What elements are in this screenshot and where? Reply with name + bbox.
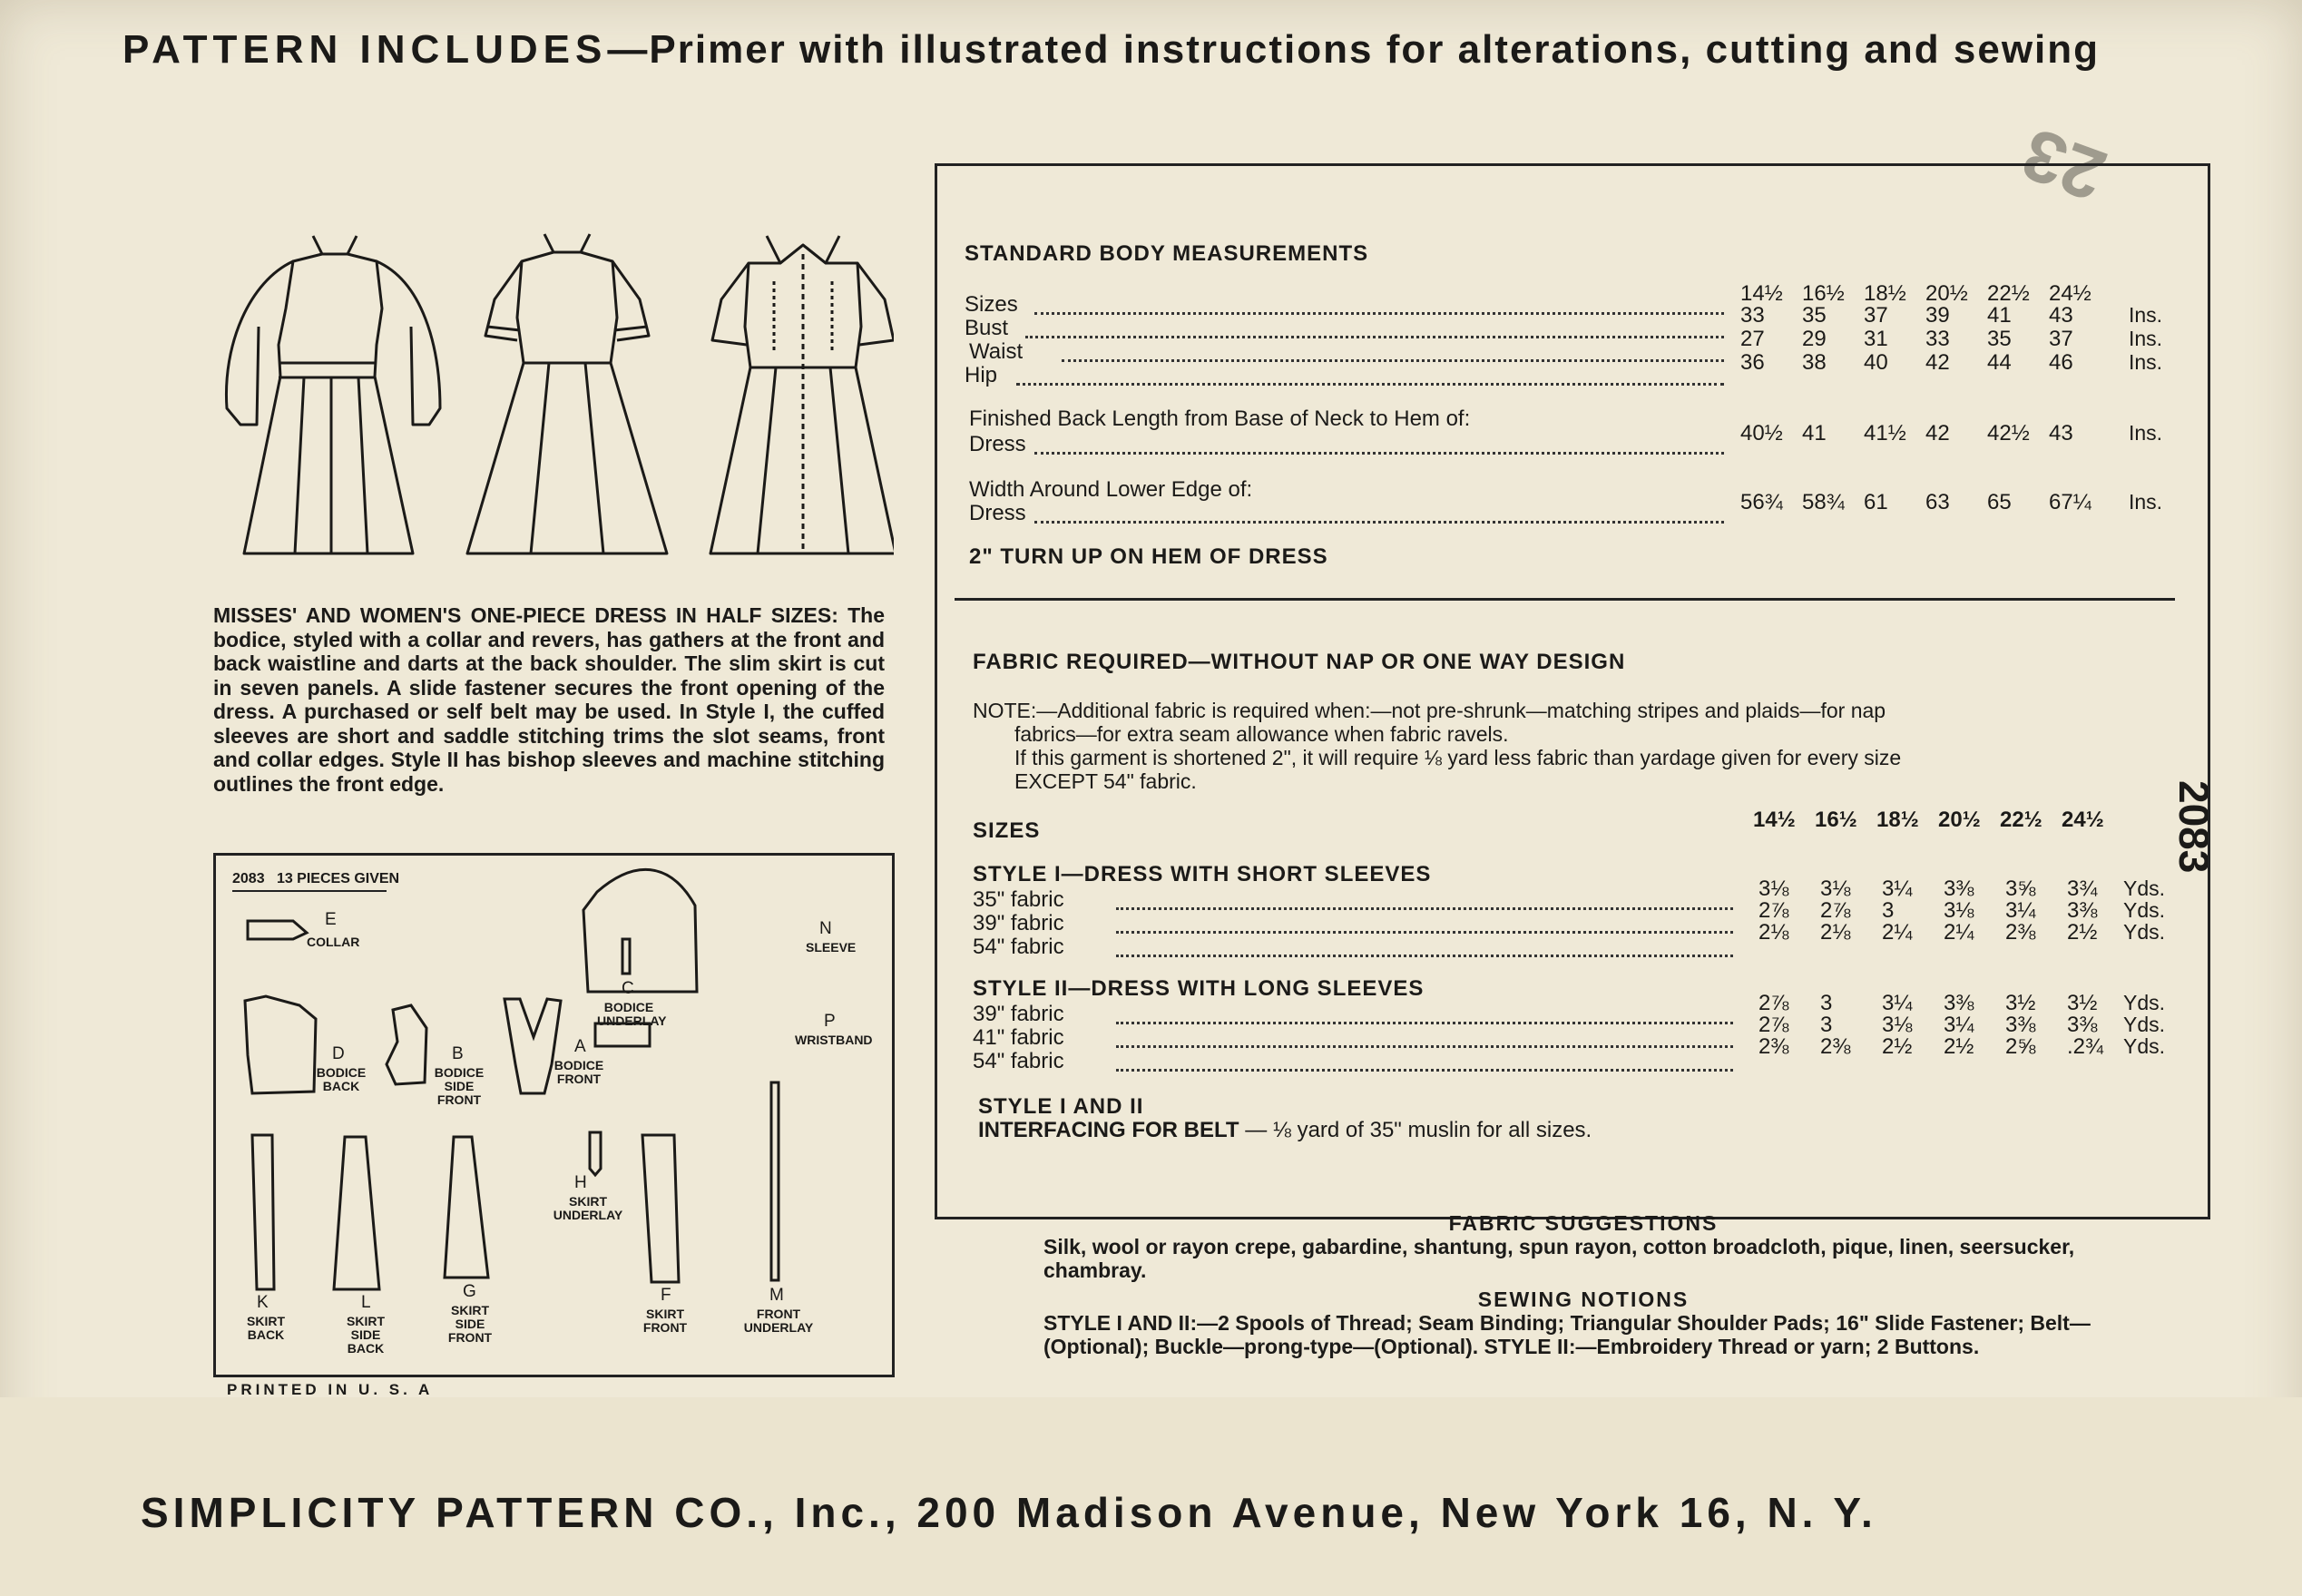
size: 18½ bbox=[1876, 808, 1919, 832]
row-label-sizes: Sizes bbox=[965, 292, 1018, 317]
yardage: 2⅜ bbox=[1758, 1034, 1789, 1059]
printed-in-usa: PRINTED IN U. S. A bbox=[227, 1381, 434, 1398]
row-label-hip: Hip bbox=[965, 363, 998, 387]
hip-values bbox=[1740, 350, 2111, 376]
value: 63 bbox=[1925, 490, 1950, 514]
unit: Ins. bbox=[2129, 421, 2163, 445]
piece-bodice-side-front bbox=[387, 1005, 426, 1084]
yardage: 3¼ bbox=[1882, 991, 1913, 1015]
value: 61 bbox=[1864, 490, 1888, 514]
piece-label: SKIRT SIDE BACK bbox=[347, 1314, 385, 1356]
yardage: 2⅜ bbox=[2005, 920, 2036, 945]
fabric-row-label: 39" fabric bbox=[973, 911, 1064, 935]
yardage: 3 bbox=[1820, 1013, 1833, 1037]
fabric-note-2: fabrics—for extra seam allowance when fabric ravels. bbox=[1014, 722, 1509, 746]
piece-letter: P bbox=[824, 1012, 836, 1031]
value: 41½ bbox=[1864, 421, 1906, 446]
fabric-row-label: 54" fabric bbox=[973, 1049, 1064, 1073]
value: 18½ bbox=[1864, 281, 1906, 306]
dot-leader bbox=[1116, 1045, 1733, 1048]
dot-leader bbox=[1016, 383, 1724, 386]
yardage: 2½ bbox=[1944, 1034, 1974, 1059]
piece-letter: E bbox=[325, 910, 337, 929]
piece-letter: G bbox=[463, 1282, 476, 1301]
yardage: 3⅛ bbox=[1882, 1013, 1913, 1037]
value: 56¾ bbox=[1740, 490, 1783, 514]
piece-sleeve bbox=[583, 869, 697, 992]
piece-label: BODICE BACK bbox=[316, 1065, 367, 1093]
value: 43 bbox=[2049, 303, 2073, 328]
yardage: 2½ bbox=[1882, 1034, 1913, 1059]
pattern-pieces-diagram bbox=[213, 853, 895, 1377]
dress-front-short-sleeve bbox=[710, 236, 894, 553]
piece-letter: L bbox=[361, 1293, 371, 1312]
value: 41 bbox=[1802, 421, 1827, 446]
dot-leader bbox=[1062, 359, 1724, 362]
piece-letter: K bbox=[257, 1293, 269, 1312]
value: 37 bbox=[1864, 303, 1888, 328]
unit: Yds. bbox=[2123, 920, 2166, 944]
standard-measurements-title: STANDARD BODY MEASUREMENTS bbox=[965, 241, 1369, 266]
dot-leader bbox=[1116, 931, 1733, 934]
yardage: 2⅞ bbox=[1758, 1013, 1789, 1037]
yardage: 2½ bbox=[2067, 920, 2098, 945]
value: 33 bbox=[1925, 327, 1950, 351]
piece-skirt-front bbox=[642, 1135, 679, 1282]
value: 42 bbox=[1925, 350, 1950, 375]
unit: Yds. bbox=[2123, 876, 2166, 900]
yardage: 2⅛ bbox=[1758, 920, 1789, 945]
dot-leader bbox=[1034, 312, 1724, 315]
value: 31 bbox=[1864, 327, 1888, 351]
value: 65 bbox=[1987, 490, 2012, 514]
yardage: 3⅛ bbox=[1758, 876, 1789, 901]
yardage: 3⅜ bbox=[1944, 991, 1974, 1015]
style12-title: STYLE I AND II bbox=[978, 1094, 1144, 1119]
sewing-notions-text: STYLE I AND II:—2 Spools of Thread; Seam Binding; Triangular Shoulder Pads; 16" Slide Fastener; Belt—(Optional); Buckle—prong-type—(Optional). STYLE II:—Embroidery Thread or yarn; 2 Buttons. bbox=[1043, 1311, 2091, 1358]
value: 42½ bbox=[1987, 421, 2030, 446]
width-values bbox=[1740, 490, 2111, 515]
back-length-label: Finished Back Length from Base of Neck to Hem of: bbox=[969, 406, 1471, 431]
size: 24½ bbox=[2062, 808, 2104, 832]
value: 14½ bbox=[1740, 281, 1783, 306]
piece-label: BODICE UNDERLAY bbox=[597, 1000, 667, 1028]
style1-row-54 bbox=[1758, 920, 2129, 945]
row-label-waist: Waist bbox=[969, 339, 1024, 364]
fabric-required-title: FABRIC REQUIRED—WITHOUT NAP OR ONE WAY DESIGN bbox=[973, 650, 1626, 674]
unit: Ins. bbox=[2129, 303, 2163, 327]
value: 24½ bbox=[2049, 281, 2091, 306]
yardage: 3⅛ bbox=[1944, 898, 1974, 923]
style1-title: STYLE I—DRESS WITH SHORT SLEEVES bbox=[973, 862, 1432, 886]
value: 27 bbox=[1740, 327, 1765, 351]
value: 35 bbox=[1802, 303, 1827, 328]
piece-skirt-side-back bbox=[334, 1137, 379, 1289]
dress-back-long-sleeve bbox=[226, 236, 440, 553]
piece-bodice-back bbox=[245, 996, 316, 1093]
value: 41 bbox=[1987, 303, 2012, 328]
value: 42 bbox=[1925, 421, 1950, 446]
fabric-suggestions-title: FABRIC SUGGESTIONS bbox=[1448, 1211, 1719, 1235]
width-dress-label: Dress bbox=[969, 501, 1026, 525]
fabric-suggestions-text: Silk, wool or rayon crepe, gabardine, shantung, spun rayon, cotton broadcloth, pique, linen, seersucker, chambray. bbox=[1043, 1235, 2075, 1282]
yardage: 3½ bbox=[2005, 991, 2036, 1015]
header-lead: PATTERN INCLUDES bbox=[122, 27, 608, 72]
interfacing-text: — ⅛ yard of 35" muslin for all sizes. bbox=[1245, 1118, 1592, 1142]
yardage: 2⅞ bbox=[1758, 898, 1789, 923]
header-line bbox=[122, 27, 2100, 73]
value: 46 bbox=[2049, 350, 2073, 375]
dot-leader bbox=[1116, 907, 1733, 910]
piece-label: COLLAR bbox=[307, 935, 360, 949]
value: 36 bbox=[1740, 350, 1765, 375]
size: 16½ bbox=[1815, 808, 1857, 832]
pieces-count: 13 PIECES GIVEN bbox=[276, 871, 400, 886]
sizes-label: SIZES bbox=[973, 818, 1041, 843]
yardage: 3¼ bbox=[1944, 1013, 1974, 1037]
sewing-notions-title: SEWING NOTIONS bbox=[1477, 1288, 1690, 1311]
piece-skirt-back bbox=[252, 1135, 274, 1289]
value: 58¾ bbox=[1802, 490, 1845, 514]
dot-leader bbox=[1034, 521, 1724, 524]
dress-back-short-sleeve bbox=[467, 234, 667, 553]
yardage: 3⅝ bbox=[2005, 876, 2036, 901]
value: 38 bbox=[1802, 350, 1827, 375]
fabric-row-label: 35" fabric bbox=[973, 887, 1064, 912]
row-label-bust: Bust bbox=[965, 316, 1009, 340]
unit: Ins. bbox=[2129, 490, 2163, 514]
dot-leader bbox=[1025, 336, 1724, 338]
fabric-row-label: 54" fabric bbox=[973, 935, 1064, 959]
piece-label: BODICE FRONT bbox=[553, 1058, 604, 1086]
value: 44 bbox=[1987, 350, 2012, 375]
unit: Yds. bbox=[2123, 898, 2166, 922]
header-rest: —Primer with illustrated instructions for alterations, cutting and sewing bbox=[607, 27, 2101, 72]
yardage: 3⅜ bbox=[1944, 876, 1974, 901]
back-length-dress-label: Dress bbox=[969, 432, 1026, 456]
piece-letter: C bbox=[622, 979, 634, 998]
yardage: 2¼ bbox=[1882, 920, 1913, 945]
stamp-number: 23 bbox=[2012, 113, 2116, 217]
style2-row-54 bbox=[1758, 1034, 2129, 1060]
piece-letter: A bbox=[574, 1037, 586, 1056]
yardage: 2⅜ bbox=[1820, 1034, 1851, 1059]
fabric-note-4: EXCEPT 54" fabric. bbox=[1014, 769, 1197, 793]
yardage: 3⅜ bbox=[2067, 1013, 2098, 1037]
piece-skirt-side-front bbox=[445, 1137, 488, 1278]
dot-leader bbox=[1116, 1069, 1733, 1072]
publisher-footer: SIMPLICITY PATTERN CO., Inc., 200 Madison Avenue, New York 16, N. Y. bbox=[141, 1489, 1877, 1536]
size: 20½ bbox=[1938, 808, 1981, 832]
piece-label: SKIRT BACK bbox=[247, 1314, 285, 1342]
yardage: 3¼ bbox=[1882, 876, 1913, 901]
fabric-sizes bbox=[1753, 808, 2123, 833]
piece-label: SLEEVE bbox=[806, 940, 857, 955]
value: 22½ bbox=[1987, 281, 2030, 306]
value: 43 bbox=[2049, 421, 2073, 446]
size: 14½ bbox=[1753, 808, 1796, 832]
pieces-number: 2083 bbox=[232, 871, 265, 886]
unit: Ins. bbox=[2129, 327, 2163, 350]
bust-values bbox=[1740, 303, 2111, 328]
piece-letter: F bbox=[661, 1286, 671, 1305]
width-label: Width Around Lower Edge of: bbox=[969, 477, 1253, 502]
yardage: 3 bbox=[1882, 898, 1895, 923]
value: 35 bbox=[1987, 327, 2012, 351]
piece-letter: B bbox=[452, 1044, 464, 1063]
piece-label: WRISTBAND bbox=[795, 1033, 873, 1047]
unit: Yds. bbox=[2123, 991, 2166, 1014]
value: 40½ bbox=[1740, 421, 1783, 446]
back-length-values bbox=[1740, 421, 2111, 446]
piece-skirt-underlay bbox=[590, 1132, 601, 1175]
size: 22½ bbox=[2000, 808, 2042, 832]
pieces-shapes bbox=[216, 856, 892, 1375]
fabric-note-3: If this garment is shortened 2", it will require ⅛ yard less fabric than yardage given for every size bbox=[1014, 746, 1902, 769]
piece-front-underlay bbox=[771, 1082, 779, 1280]
side-pattern-number: 2083 bbox=[2170, 780, 2218, 874]
yardage: 3⅛ bbox=[1820, 876, 1851, 901]
value: 33 bbox=[1740, 303, 1765, 328]
unit: Yds. bbox=[2123, 1013, 2166, 1036]
piece-label: FRONT UNDERLAY bbox=[743, 1307, 814, 1335]
piece-label: SKIRT SIDE FRONT bbox=[447, 1303, 493, 1345]
piece-label: SKIRT UNDERLAY bbox=[553, 1194, 623, 1222]
table-divider bbox=[955, 598, 2175, 601]
value: 29 bbox=[1802, 327, 1827, 351]
dot-leader bbox=[1116, 1022, 1733, 1024]
yardage: 3⅜ bbox=[2005, 1013, 2036, 1037]
dot-leader bbox=[1034, 452, 1724, 455]
value: 67¼ bbox=[2049, 490, 2091, 514]
waist-values bbox=[1740, 327, 2111, 352]
interfacing-label: INTERFACING FOR BELT bbox=[978, 1118, 1239, 1142]
dress-illustrations bbox=[195, 218, 894, 572]
piece-letter: H bbox=[574, 1173, 587, 1192]
piece-label: BODICE SIDE FRONT bbox=[434, 1065, 485, 1107]
turn-up-note: 2" TURN UP ON HEM OF DRESS bbox=[969, 544, 1328, 569]
unit: Ins. bbox=[2129, 350, 2163, 374]
yardage: 2⅛ bbox=[1820, 920, 1851, 945]
dot-leader bbox=[1116, 955, 1733, 957]
yardage: 3 bbox=[1820, 991, 1833, 1015]
value: 39 bbox=[1925, 303, 1950, 328]
yardage: 3¾ bbox=[2067, 876, 2098, 901]
interfacing-line bbox=[978, 1118, 1592, 1143]
yardage: 2⅞ bbox=[1758, 991, 1789, 1015]
piece-letter: D bbox=[332, 1044, 345, 1063]
suggestions-block bbox=[1043, 1211, 2123, 1358]
value: 20½ bbox=[1925, 281, 1968, 306]
yardage: 2⅝ bbox=[2005, 1034, 2036, 1059]
fabric-row-label: 41" fabric bbox=[973, 1025, 1064, 1050]
yardage: 2¼ bbox=[1944, 920, 1974, 945]
yardage: 3¼ bbox=[2005, 898, 2036, 923]
piece-bodice-underlay bbox=[622, 939, 630, 974]
piece-letter: N bbox=[819, 919, 832, 938]
unit: Yds. bbox=[2123, 1034, 2166, 1058]
pattern-description: MISSES' AND WOMEN'S ONE-PIECE DRESS IN HALF SIZES: The bodice, styled with a collar and revers, has gathers at the front and back waistline and darts at the back shoulder. The slim skirt is cut in seven panels. A slide fastener secures the front opening of the dress. A purchased or self belt may be used. In Style I, the cuffed sleeves are short and saddle stitching trims the slot seams, front and collar edges. Style II has bishop sleeves and machine stitching outlines the front edge. bbox=[213, 603, 885, 796]
yardage: 3½ bbox=[2067, 991, 2098, 1015]
yardage: .2¾ bbox=[2067, 1034, 2104, 1059]
fabric-note-1: NOTE:—Additional fabric is required when:—not pre-shrunk—matching stripes and plaids—for nap bbox=[973, 699, 1886, 722]
value: 37 bbox=[2049, 327, 2073, 351]
yardage: 2⅞ bbox=[1820, 898, 1851, 923]
fabric-row-label: 39" fabric bbox=[973, 1002, 1064, 1026]
value: 16½ bbox=[1802, 281, 1845, 306]
value: 40 bbox=[1864, 350, 1888, 375]
piece-letter: M bbox=[769, 1286, 784, 1305]
style2-title: STYLE II—DRESS WITH LONG SLEEVES bbox=[973, 976, 1425, 1001]
yardage: 3⅜ bbox=[2067, 898, 2098, 923]
piece-collar bbox=[248, 921, 307, 939]
piece-label: SKIRT FRONT bbox=[642, 1307, 688, 1335]
